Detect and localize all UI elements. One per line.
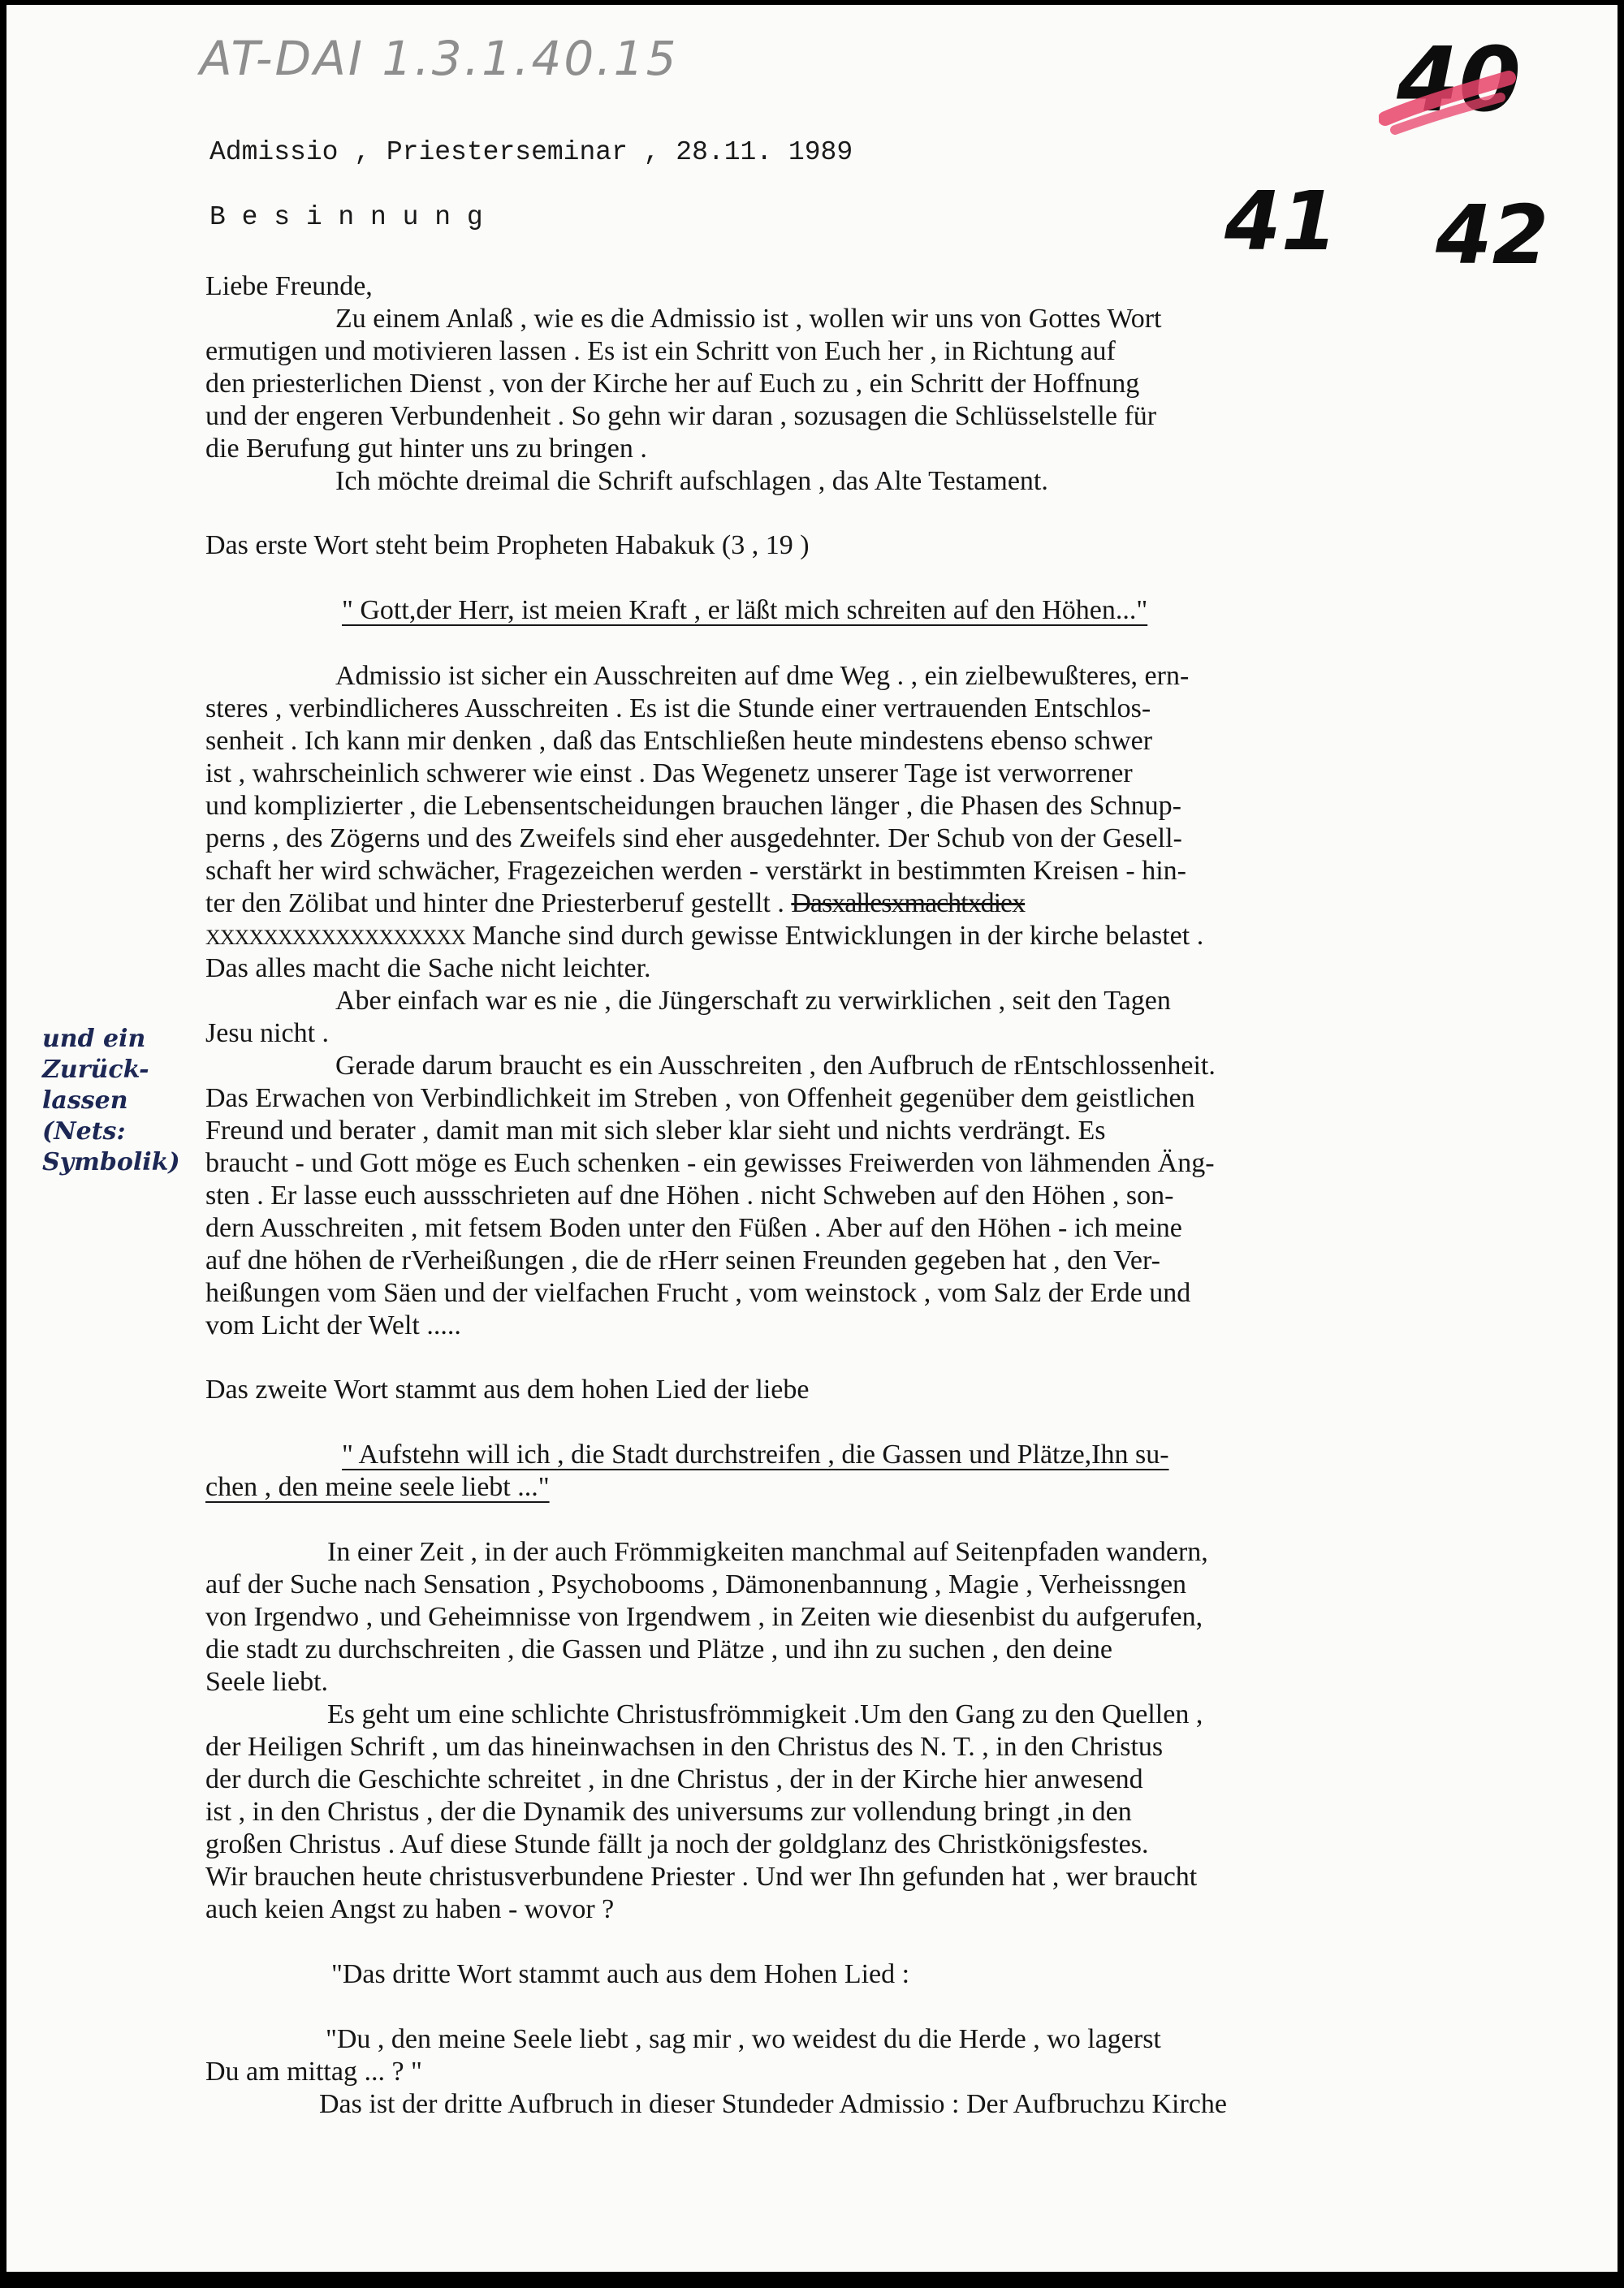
second-word-intro: [205, 1374, 1618, 1406]
text-line: "Das dritte Wort stammt auch aus dem Hohen Lied :: [331, 1959, 910, 1989]
text-line: Es geht um eine schlichte Christusfrömmigkeit .Um den Gang zu den Quellen ,: [327, 1699, 1203, 1729]
text-line: Ich möchte dreimal die Schrift aufschlagen , das Alte Testament.: [335, 466, 1048, 496]
text-line: Das ist der dritte Aufbruch in dieser Stundeder Admissio : Der Aufbruchzu Kirche: [319, 2089, 1227, 2119]
text-line: In einer Zeit , in der auch Frömmigkeiten manchmal auf Seitenpfaden wandern,: [327, 1537, 1208, 1567]
text-line: den priesterlichen Dienst , von der Kirche her auf Euch zu , ein Schritt der Hoffnung: [205, 369, 1140, 399]
text-line: Gerade darum braucht es ein Ausschreiten , den Aufbruch de rEntschlossenheit.: [335, 1051, 1216, 1081]
struck-text: Dasxallesxmachtxdiex: [791, 888, 1026, 918]
quote-line: " Aufstehn will ich , die Stadt durchstreifen , die Gassen und Plätze,Ihn su-: [342, 1440, 1169, 1470]
text-line: schaft her wird schwächer, Fragezeichen werden - verstärkt in bestimmten Kreisen - hin-: [205, 856, 1186, 886]
intro-paragraph: [205, 270, 1618, 498]
text-line: auf der Suche nach Sensation , Psychobooms , Dämonenbannung , Magie , Verheissngen: [205, 1569, 1187, 1599]
archive-reference: AT-DAI 1.3.1.40.15: [200, 31, 679, 86]
page-number-first: 41: [1224, 174, 1338, 269]
line-text: ter den Zölibat und hinter dne Priesterberuf gestellt .: [205, 888, 792, 918]
text-line: und der engeren Verbundenheit . So gehn wir daran , sozusagen die Schlüsselstelle für: [205, 401, 1157, 431]
margin-note-line: lassen: [42, 1086, 128, 1115]
document-page: [6, 5, 1618, 2272]
line-text: Manche sind durch gewisse Entwicklungen in der kirche belastet .: [464, 921, 1204, 951]
text-line-with-strikeover: [205, 920, 1618, 952]
text-line: die Berufung gut hinter uns zu bringen .: [205, 434, 647, 464]
quote-line: "Du , den meine Seele liebt , sag mir , wo weidest du die Herde , wo lagerst: [326, 2024, 1161, 2054]
text-line: ist , wahrscheinlich schwerer wie einst . Das Wegenetz unserer Tage ist verworrener: [205, 758, 1133, 788]
quote-line: Du am mittag ... ? ": [205, 2057, 422, 2087]
text-line: Seele liebt.: [205, 1667, 329, 1697]
second-word-reflection: [205, 1536, 1618, 1926]
text-line: ist , in den Christus , der die Dynamik des universums zur vollendung bringt ,in den: [205, 1797, 1132, 1827]
text-line: Wir brauchen heute christusverbundene Priester . Und wer Ihn gefunden hat , wer braucht: [205, 1862, 1198, 1892]
third-word-quote: [205, 2023, 1618, 2121]
second-word-quote: [205, 1439, 1618, 1504]
page-number-second: 42: [1436, 188, 1549, 283]
text-line: Freund und berater , damit man mit sich sleber klar sieht und nichts verdrängt. Es: [205, 1116, 1106, 1146]
text-line: der Heiligen Schrift , um das hineinwachsen in den Christus des N. T. , in den Christus: [205, 1732, 1164, 1762]
page-number-struck-text: 40: [1397, 28, 1522, 132]
document-title: B e s i n n u n g: [209, 202, 483, 232]
text-line: vom Licht der Welt .....: [205, 1310, 461, 1340]
text-line: auf dne höhen de rVerheißungen , die de rHerr seinen Freunden gegeben hat , den Ver-: [205, 1245, 1160, 1276]
strike-mark-icon: [1379, 62, 1517, 135]
text-line: auch keien Angst zu haben - wovor ?: [205, 1894, 615, 1924]
margin-note: [42, 1024, 180, 1178]
header-line: Admissio , Priesterseminar , 28.11. 1989: [209, 137, 853, 167]
first-word-quote: [205, 594, 1618, 627]
text-line: Das Erwachen von Verbindlichkeit im Streben , von Offenheit gegenüber dem geistlichen: [205, 1083, 1195, 1113]
third-word-intro: [205, 1958, 1618, 1991]
text-line: steres , verbindlicheres Ausschreiten . Es ist die Stunde einer vertrauenden Entschlos-: [205, 693, 1151, 723]
quote-line: " Gott,der Herr, ist meien Kraft , er läßt mich schreiten auf den Höhen...": [342, 595, 1148, 625]
text-line: senheit . Ich kann mir denken , daß das Entschließen heute mindestens ebenso schwer: [205, 726, 1153, 756]
struck-text: XXXXXXXXXXXXXXXXXX: [205, 926, 465, 949]
margin-note-line: Zurück-: [42, 1056, 149, 1084]
text-line: Das erste Wort steht beim Propheten Habakuk (3 , 19 ): [205, 530, 810, 560]
text-line: Das alles macht die Sache nicht leichter.: [205, 953, 651, 983]
text-line: Zu einem Anlaß , wie es die Admissio ist , wollen wir uns von Gottes Wort: [335, 304, 1162, 334]
first-word-intro: [205, 529, 1618, 562]
margin-note-line: und ein: [42, 1025, 146, 1053]
text-line: Admissio ist sicher ein Ausschreiten auf dme Weg . , ein zielbewußteres, ern-: [335, 661, 1190, 691]
text-line: Jesu nicht .: [205, 1018, 330, 1048]
margin-note-line: Symbolik): [42, 1148, 180, 1176]
first-word-reflection: [205, 660, 1618, 1342]
text-line: perns , des Zögerns und des Zweifels sind eher ausgedehnter. Der Schub von der Gesell-: [205, 823, 1182, 853]
text-line: und komplizierter , die Lebensentscheidungen brauchen länger , die Phasen des Schnup-: [205, 791, 1181, 821]
text-line: ermutigen und motivieren lassen . Es ist ein Schritt von Euch her , in Richtung auf: [205, 336, 1116, 366]
text-line: Aber einfach war es nie , die Jüngerschaft zu verwirklichen , seit den Tagen: [335, 986, 1171, 1016]
margin-note-line: (Nets:: [42, 1117, 126, 1146]
text-line: heißungen vom Säen und der vielfachen Frucht , vom weinstock , vom Salz der Erde und: [205, 1278, 1191, 1308]
quote-line: chen , den meine seele liebt ...": [205, 1472, 550, 1502]
text-line: Liebe Freunde,: [205, 271, 373, 301]
text-line: Das zweite Wort stammt aus dem hohen Lied der liebe: [205, 1375, 810, 1405]
text-line: der durch die Geschichte schreitet , in dne Christus , der in der Kirche hier anwesend: [205, 1764, 1143, 1794]
text-line: dern Ausschreiten , mit fetsem Boden unter den Füßen . Aber auf den Höhen - ich meine: [205, 1213, 1182, 1243]
text-line: von Irgendwo , und Geheimnisse von Irgendwem , in Zeiten wie diesenbist du aufgerufen,: [205, 1602, 1203, 1632]
text-line: die stadt zu durchschreiten , die Gassen und Plätze , und ihn zu suchen , den deine: [205, 1634, 1112, 1664]
text-line: sten . Er lasse euch aussschrieten auf dne Höhen . nicht Schweben auf den Höhen , son-: [205, 1181, 1174, 1211]
text-line-with-strikeover: [205, 887, 1618, 920]
text-line: braucht - und Gott möge es Euch schenken - ein gewisses Freiwerden von lähmenden Äng-: [205, 1148, 1215, 1178]
text-line: großen Christus . Auf diese Stunde fällt ja noch der goldglanz des Christkönigsfestes.: [205, 1829, 1149, 1859]
